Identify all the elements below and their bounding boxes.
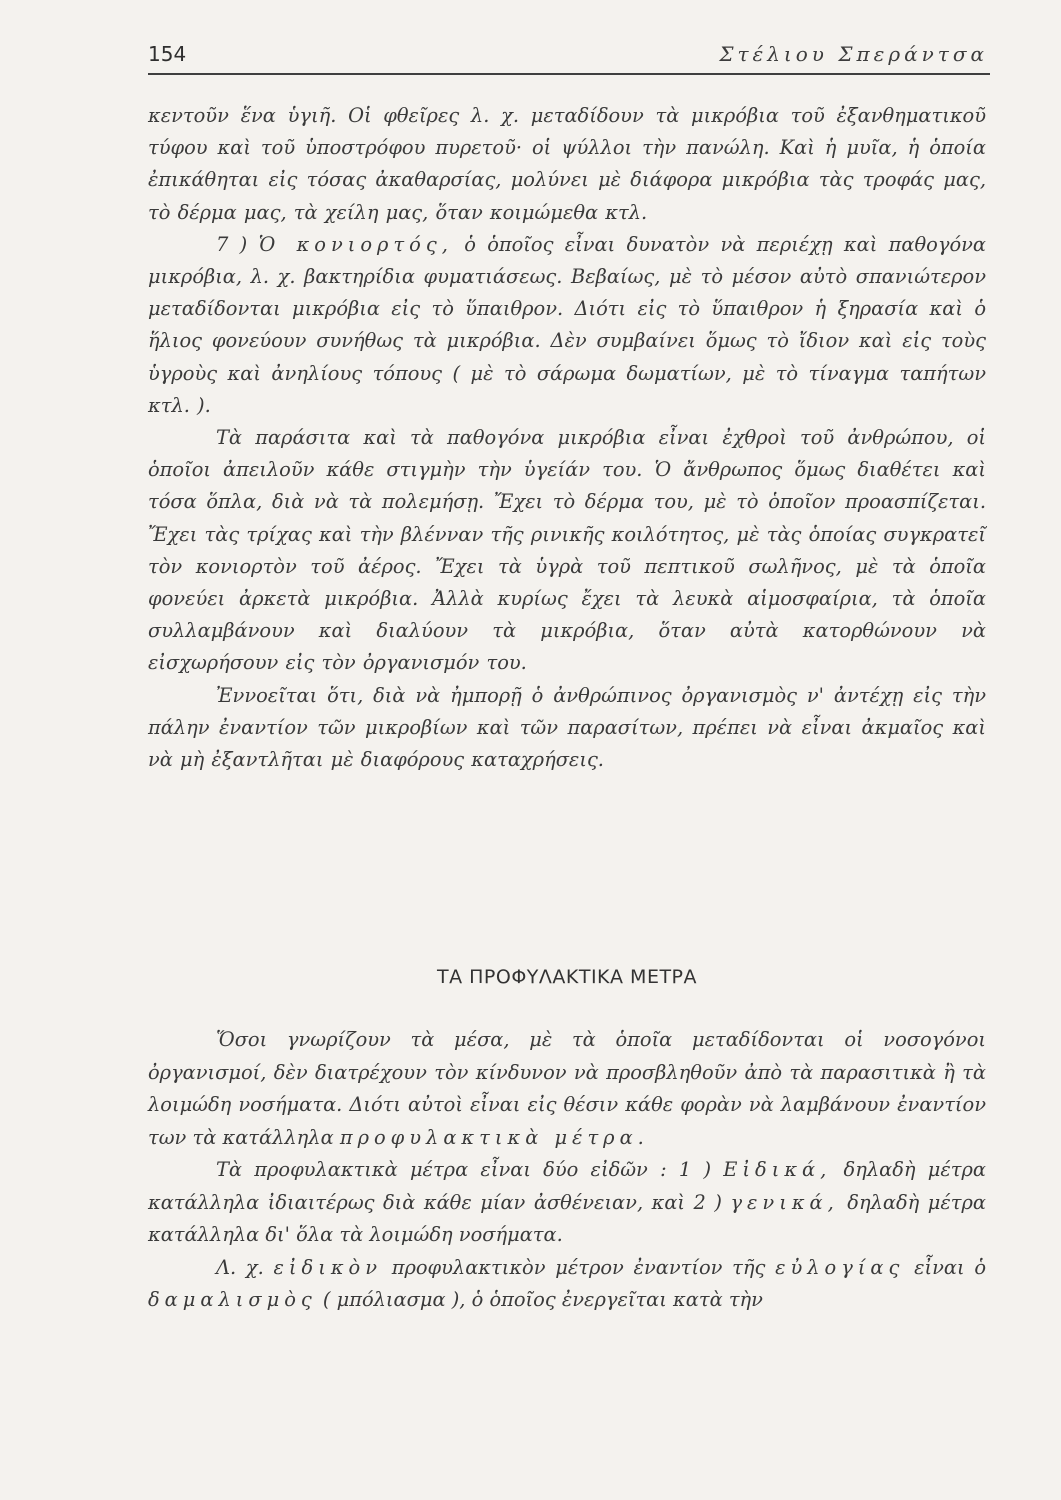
emphasized-term: δαμαλισμὸς: [148, 1288, 317, 1311]
paragraph-text: ὁ ὁποῖος εἶναι δυνατὸν νὰ περιέχῃ καὶ παθογόνα μικρόβια, λ. χ. βακτηρίδια φυματιάσεως. Βεβαίως, μὲ τὸ μέσον αὐτὸ σπανιώτερον μεταδίδονται μικρόβια εἰς τὸ ὕπαιθρον. Διότι εἰς τὸ ὕπαιθρον ἡ ξηρασία καὶ ὁ ἥλιος φονεύουν συνήθως τὰ μικρόβια. Δὲν συμβαίνει ὅμως τὸ ἴδιον καὶ εἰς τοὺς ὑγροὺς καὶ ἀνηλίους τόπους ( μὲ τὸ σάρωμα δωματίων, μὲ τὸ τίναγμα ταπήτων κτλ. ).: [148, 232, 987, 417]
running-head: Στέλιου Σπεράντσα: [719, 42, 988, 66]
paragraph-text: ( μπόλιασμα ), ὁ ὁποῖος ἐνεργεῖται κατὰ τὴν: [316, 1288, 763, 1311]
paragraph: Τὰ παράσιτα καὶ τὰ παθογόνα μικρόβια εἶναι ἐχθροὶ τοῦ ἀνθρώπου, οἱ ὁποῖοι ἀπειλοῦν κάθε στιγμὴν τὴν ὑγείάν του. Ὁ ἄνθρωπος ὅμως διαθέτει καὶ τόσα ὅπλα, διὰ νὰ τὰ πολεμήσῃ. Ἔχει τὸ δέρμα του, μὲ τὸ ὁποῖον προασπίζεται. Ἔχει τὰς τρίχας καὶ τὴν βλένναν τῆς ρινικῆς κοιλότητος, μὲ τὰς ὁποίας συγκρατεῖ τὸν κονιορτὸν τοῦ ἀέρος. Ἔχει τὰ ὑγρὰ τοῦ πεπτικοῦ σωλῆνος, μὲ τὰ ὁποῖα φονεύει ἀρκετὰ μικρόβια. Ἀλλὰ κυρίως ἔχει τὰ λευκὰ αἱμοσφαίρια, τὰ ὁποῖα συλλαμβάνουν καὶ διαλύουν τὰ μικρόβια, ὅταν αὐτὰ κατορθώνουν νὰ εἰσχωρήσουν εἰς τὸν ὀργανισμόν του.: [148, 426, 986, 675]
paragraph-text: δηλαδὴ μέτρα κατάλληλα ἰδιαιτέρως διὰ κάθε μίαν ἀσθένειαν, καὶ 2 ): [148, 1158, 986, 1214]
paragraph-text: Ὅσοι γνωρίζουν τὰ μέσα, μὲ τὰ ὁποῖα μεταδίδονται οἱ νοσογόνοι ὀργανισμοί, δὲν διατρέχουν τὸν κίνδυνον νὰ προσβληθοῦν ἀπὸ τὰ παρασιτικὰ ἢ τὰ λοιμώδη νοσήματα. Διότι αὐτοὶ εἶναι εἰς θέσιν κάθε φορὰν νὰ λαμβάνουν ἐναντίον των τὰ κατάλληλα: [148, 1028, 986, 1149]
paragraph: [148, 1252, 986, 1317]
paragraph-text: προφυλακτικὸν μέτρον ἐναντίον τῆς: [382, 1255, 776, 1279]
emphasized-term: Ὁ κονιορτός,: [258, 232, 453, 256]
page-number: 154: [148, 42, 187, 66]
paragraph-text: εἶναι ὁ: [904, 1255, 987, 1279]
paragraph: κεντοῦν ἕνα ὑγιῆ. Οἱ φθεῖρες λ. χ. μεταδίδουν τὰ μικρόβια τοῦ ἐξανθηματικοῦ τύφου καὶ τοῦ ὑποστρόφου πυρετοῦ· οἱ ψύλλοι τὴν πανώλη. Καὶ ἡ μυῖα, ἡ ὁποία ἐπικάθηται εἰς τόσας ἀκαθαρσίας, μολύνει μὲ διάφορα μικρόβια τὰς τροφάς μας, τὸ δέρμα μας, τὰ χείλη μας, ὅταν κοιμώμεθα κτλ.: [148, 104, 986, 224]
paragraph-text: Τὰ προφυλακτικὰ μέτρα εἶναι δύο εἰδῶν : 1 ): [216, 1158, 724, 1181]
paragraph: Ἐννοεῖται ὅτι, διὰ νὰ ἠμπορῇ ὁ ἀνθρώπινος ὀργανισμὸς ν' ἀντέχῃ εἰς τὴν πάλην ἐναντίον τῶν μικροβίων καὶ τῶν παρασίτων, πρέπει νὰ εἶναι ἀκμαῖος καὶ νὰ μὴ ἐξαντλῆται μὲ διαφόρους καταχρήσεις.: [148, 683, 986, 772]
paragraph-text: δηλαδὴ μέτρα κατάλληλα δι' ὅλα τὰ λοιμώδη νοσήματα.: [148, 1190, 986, 1246]
emphasized-term: Εἰδικά,: [723, 1158, 832, 1181]
header-rule: [148, 73, 990, 75]
paragraph: [148, 1024, 986, 1154]
emphasized-term: εἰδικὸν: [273, 1255, 382, 1279]
list-number: 7 ): [216, 232, 259, 256]
paragraph: [148, 229, 986, 422]
emphasized-term: εὐλογίας: [775, 1255, 905, 1279]
body-text: [148, 100, 986, 776]
emphasized-term: γενικά,: [730, 1190, 839, 1214]
paragraph: [148, 1154, 986, 1252]
section-body-text: [148, 1024, 986, 1317]
emphasized-term: προφυλακτικὰ μέτρα.: [339, 1125, 649, 1149]
paragraph-text: Λ. χ.: [216, 1255, 274, 1279]
page-header: [148, 42, 988, 76]
section-heading: ΤΑ ΠΡΟΦΥΛΑΚΤΙΚΑ ΜΕΤΡΑ: [436, 966, 698, 988]
